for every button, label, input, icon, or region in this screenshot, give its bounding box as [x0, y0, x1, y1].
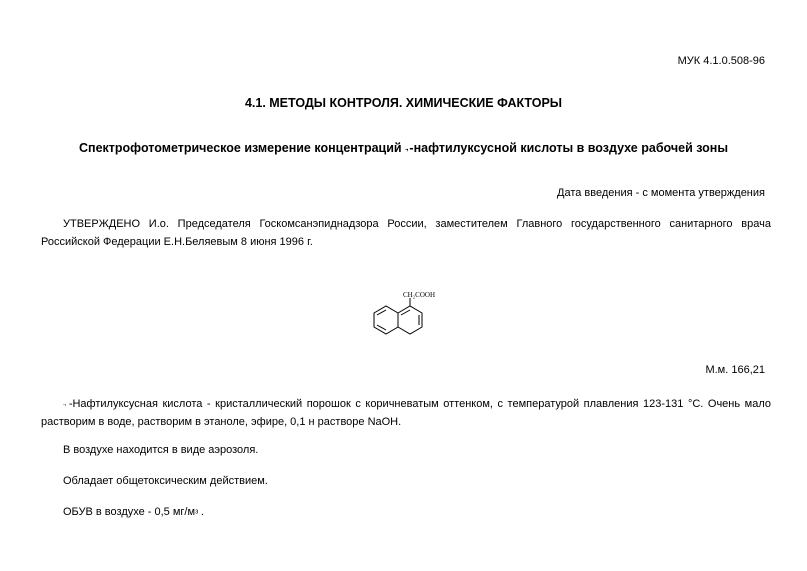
description-paragraph: [41, 395, 771, 431]
subtitle-text-end: -нафтилуксусной кислоты в воздухе рабочей зоны: [409, 141, 728, 155]
document-number: МУК 4.1.0.508-96: [677, 55, 765, 67]
section-title: 4.1. МЕТОДЫ КОНТРОЛЯ. ХИМИЧЕСКИЕ ФАКТОРЫ: [244, 96, 563, 110]
obuv-text: ОБУВ в воздухе - 0,5 мг/м: [63, 506, 196, 518]
toxicity-line: Обладает общетоксическим действием.: [63, 475, 268, 487]
structural-formula-image: [356, 291, 452, 347]
substituent-label: CH₂COOH: [403, 291, 435, 299]
obuv-end: .: [197, 506, 204, 518]
approval-paragraph: [41, 215, 771, 251]
obuv-line: [63, 506, 204, 518]
alpha-symbol: .,: [405, 145, 410, 153]
approval-text: УТВЕРЖДЕНО И.о. Председателя Госкомсанэпиднадзора России, заместителем Главного государственного санитарного врача Российской Федерации Е.Н.Беляевым 8 июня 1996 г.: [41, 218, 771, 248]
alpha-symbol: .,: [63, 400, 69, 408]
molecular-mass: М.м. 166,21: [705, 364, 765, 376]
subtitle-text-start: Спектрофотометрическое измерение концентраций: [79, 141, 406, 155]
introduction-date: Дата введения - с момента утверждения: [557, 187, 765, 199]
superscript-symbol: з: [195, 508, 198, 516]
document-subtitle: [0, 141, 807, 155]
aerosol-line: В воздухе находится в виде аэрозоля.: [63, 444, 259, 456]
description-text: -Нафтилуксусная кислота - кристаллический порошок с коричневатым оттенком, с температурой плавления 123-131 °С. Очень мало растворим в воде, растворим в этаноле, эфире, 0,1 н растворе NaOH.: [41, 398, 771, 429]
